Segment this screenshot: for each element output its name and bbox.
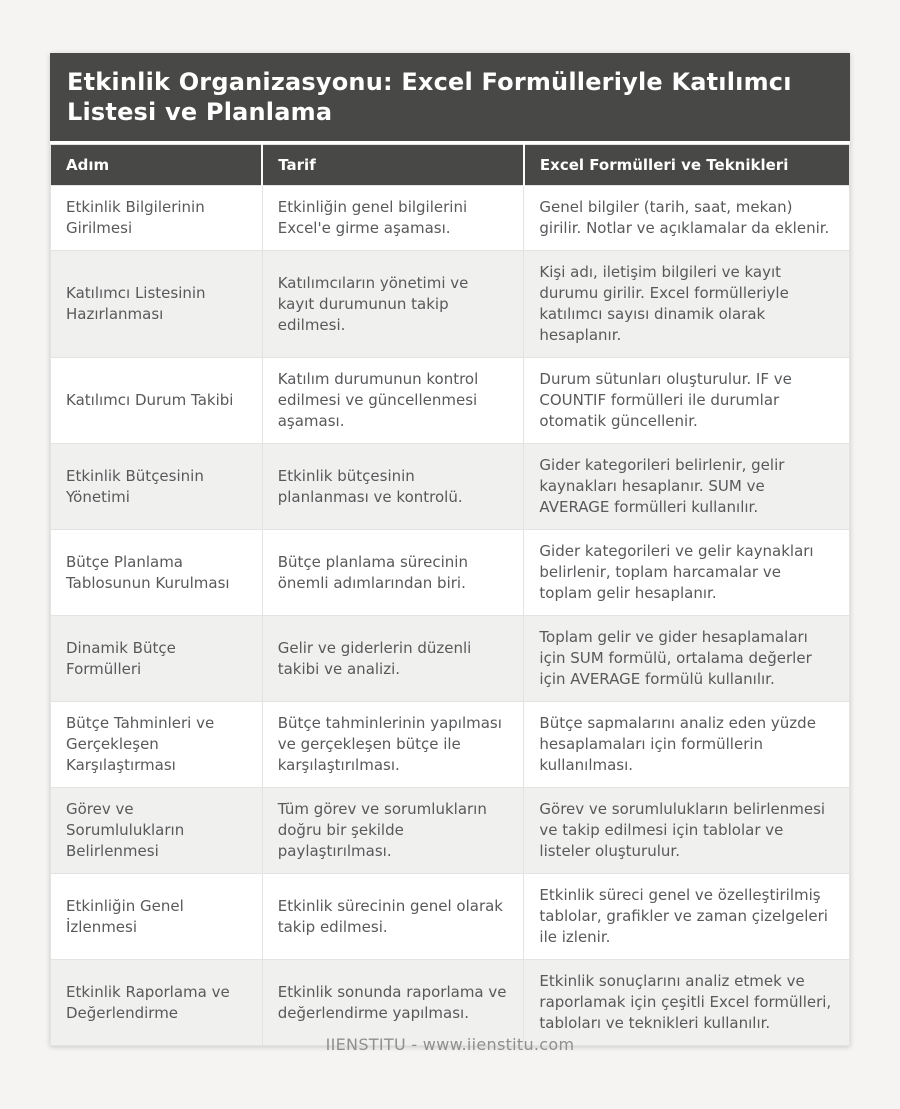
cell-description: Etkinlik sürecinin genel olarak takip edilmesi. (262, 874, 524, 960)
footer-branding: IIENSTITU - www.iienstitu.com (325, 1035, 575, 1054)
table-row (51, 251, 850, 358)
table-row (51, 874, 850, 960)
column-header-description: Tarif (262, 145, 524, 186)
table-row (51, 616, 850, 702)
cell-description: Bütçe planlama sürecinin önemli adımlarından biri. (262, 530, 524, 616)
cell-description: Gelir ve giderlerin düzenli takibi ve analizi. (262, 616, 524, 702)
steps-table (50, 144, 850, 1046)
cell-techniques: Kişi adı, iletişim bilgileri ve kayıt durumu girilir. Excel formülleriyle katılımcı sayısı dinamik olarak hesaplanır. (524, 251, 850, 358)
cell-step: Dinamik Bütçe Formülleri (51, 616, 263, 702)
cell-techniques: Durum sütunları oluşturulur. IF ve COUNTIF formülleri ile durumlar otomatik güncellenir. (524, 358, 850, 444)
cell-step: Görev ve Sorumlulukların Belirlenmesi (51, 788, 263, 874)
cell-description: Bütçe tahminlerinin yapılması ve gerçekleşen bütçe ile karşılaştırılması. (262, 702, 524, 788)
cell-description: Etkinlik sonunda raporlama ve değerlendirme yapılması. (262, 960, 524, 1046)
cell-techniques: Görev ve sorumlulukların belirlenmesi ve takip edilmesi için tablolar ve listeler oluşturulur. (524, 788, 850, 874)
table-row (51, 702, 850, 788)
table-row (51, 530, 850, 616)
cell-step: Bütçe Planlama Tablosunun Kurulması (51, 530, 263, 616)
cell-techniques: Etkinlik sonuçlarını analiz etmek ve raporlamak için çeşitli Excel formülleri, tabloları ve teknikleri kullanılır. (524, 960, 850, 1046)
content-card (50, 53, 850, 1046)
cell-step: Katılımcı Listesinin Hazırlanması (51, 251, 263, 358)
cell-techniques: Gider kategorileri ve gelir kaynakları belirlenir, toplam harcamalar ve toplam gelir hesaplanır. (524, 530, 850, 616)
table-row (51, 960, 850, 1046)
cell-step: Etkinliğin Genel İzlenmesi (51, 874, 263, 960)
cell-description: Tüm görev ve sorumlukların doğru bir şekilde paylaştırılması. (262, 788, 524, 874)
cell-step: Etkinlik Raporlama ve Değerlendirme (51, 960, 263, 1046)
cell-techniques: Gider kategorileri belirlenir, gelir kaynakları hesaplanır. SUM ve AVERAGE formülleri kullanılır. (524, 444, 850, 530)
cell-description: Katılım durumunun kontrol edilmesi ve güncellenmesi aşaması. (262, 358, 524, 444)
cell-description: Etkinlik bütçesinin planlanması ve kontrolü. (262, 444, 524, 530)
table-row (51, 186, 850, 251)
cell-techniques: Bütçe sapmalarını analiz eden yüzde hesaplamaları için formüllerin kullanılması. (524, 702, 850, 788)
cell-techniques: Genel bilgiler (tarih, saat, mekan) girilir. Notlar ve açıklamalar da eklenir. (524, 186, 850, 251)
cell-step: Etkinlik Bütçesinin Yönetimi (51, 444, 263, 530)
page-title: Etkinlik Organizasyonu: Excel Formülleriyle Katılımcı Listesi ve Planlama (50, 53, 850, 141)
cell-step: Etkinlik Bilgilerinin Girilmesi (51, 186, 263, 251)
cell-techniques: Etkinlik süreci genel ve özelleştirilmiş tablolar, grafikler ve zaman çizelgeleri ile izlenir. (524, 874, 850, 960)
cell-description: Katılımcıların yönetimi ve kayıt durumunun takip edilmesi. (262, 251, 524, 358)
column-header-step: Adım (51, 145, 263, 186)
table-row (51, 788, 850, 874)
table-header-row (51, 145, 850, 186)
cell-description: Etkinliğin genel bilgilerini Excel'e girme aşaması. (262, 186, 524, 251)
cell-step: Katılımcı Durum Takibi (51, 358, 263, 444)
table-row (51, 444, 850, 530)
cell-techniques: Toplam gelir ve gider hesaplamaları için SUM formülü, ortalama değerler için AVERAGE formülü kullanılır. (524, 616, 850, 702)
cell-step: Bütçe Tahminleri ve Gerçekleşen Karşılaştırması (51, 702, 263, 788)
column-header-techniques: Excel Formülleri ve Teknikleri (524, 145, 850, 186)
table-row (51, 358, 850, 444)
